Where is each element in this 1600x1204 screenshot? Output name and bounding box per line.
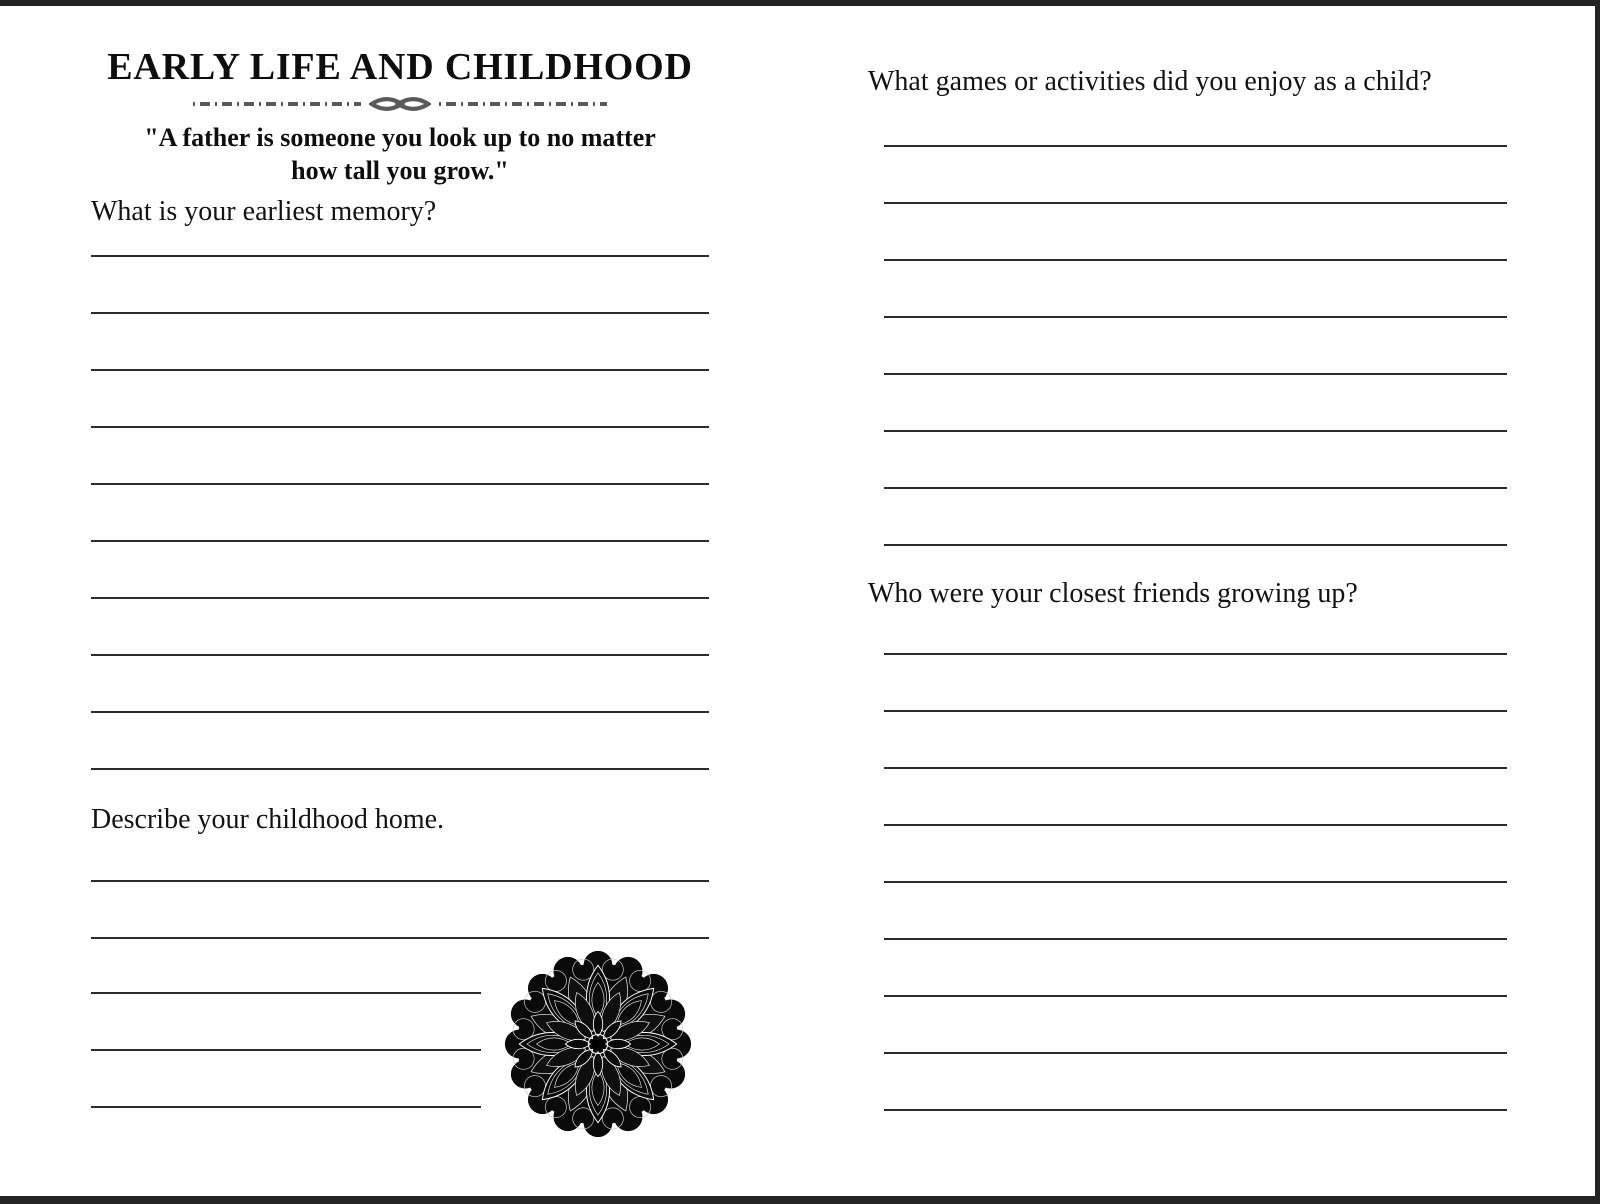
answer-line <box>884 940 1507 997</box>
answer-lines-earliest-memory <box>91 200 709 770</box>
answer-line <box>91 314 709 371</box>
answer-line <box>91 656 709 713</box>
answer-line <box>884 204 1507 261</box>
answer-line <box>91 542 709 599</box>
answer-lines-childhood-home-full <box>91 825 709 939</box>
answer-lines-games-activities <box>884 90 1507 546</box>
question-closest-friends: Who were your closest friends growing up? <box>868 578 1358 609</box>
answer-line <box>91 485 709 542</box>
answer-line <box>884 712 1507 769</box>
quote <box>91 121 709 187</box>
ornamental-divider <box>91 92 709 116</box>
page-edge-right <box>1595 0 1600 1204</box>
answer-line <box>91 994 481 1051</box>
page-edge-top <box>0 0 1600 6</box>
answer-lines-childhood-home-short <box>91 937 481 1108</box>
divider-dashes-left-icon <box>193 102 361 106</box>
answer-line <box>884 489 1507 546</box>
answer-lines-closest-friends <box>884 598 1507 1111</box>
mandala-medallion-icon <box>502 948 694 1140</box>
answer-line <box>884 655 1507 712</box>
answer-line <box>91 713 709 770</box>
question-games-activities: What games or activities did you enjoy as a child? <box>868 66 1432 97</box>
answer-line <box>884 598 1507 655</box>
answer-line <box>91 937 481 994</box>
answer-line <box>884 90 1507 147</box>
answer-line <box>91 599 709 656</box>
answer-line <box>884 432 1507 489</box>
answer-line <box>884 997 1507 1054</box>
answer-line <box>884 769 1507 826</box>
answer-line <box>91 1051 481 1108</box>
divider-dashes-right-icon <box>439 102 607 106</box>
page-title: EARLY LIFE AND CHILDHOOD <box>107 46 693 88</box>
answer-line <box>884 1054 1507 1111</box>
answer-line <box>91 428 709 485</box>
answer-line <box>91 257 709 314</box>
question-childhood-home: Describe your childhood home. <box>91 804 445 835</box>
page-edge-bottom <box>0 1196 1600 1204</box>
interlocking-knot-icon <box>369 92 431 116</box>
answer-line <box>884 883 1507 940</box>
answer-line <box>91 200 709 257</box>
answer-line <box>91 825 709 882</box>
answer-line <box>91 882 709 939</box>
answer-line <box>884 147 1507 204</box>
answer-line <box>91 371 709 428</box>
quote-line-2: how tall you grow." <box>291 156 509 185</box>
answer-line <box>884 826 1507 883</box>
answer-line <box>884 261 1507 318</box>
answer-line <box>884 375 1507 432</box>
quote-line-1: "A father is someone you look up to no matter <box>144 123 656 152</box>
question-earliest-memory: What is your earliest memory? <box>91 196 437 227</box>
answer-line <box>884 318 1507 375</box>
